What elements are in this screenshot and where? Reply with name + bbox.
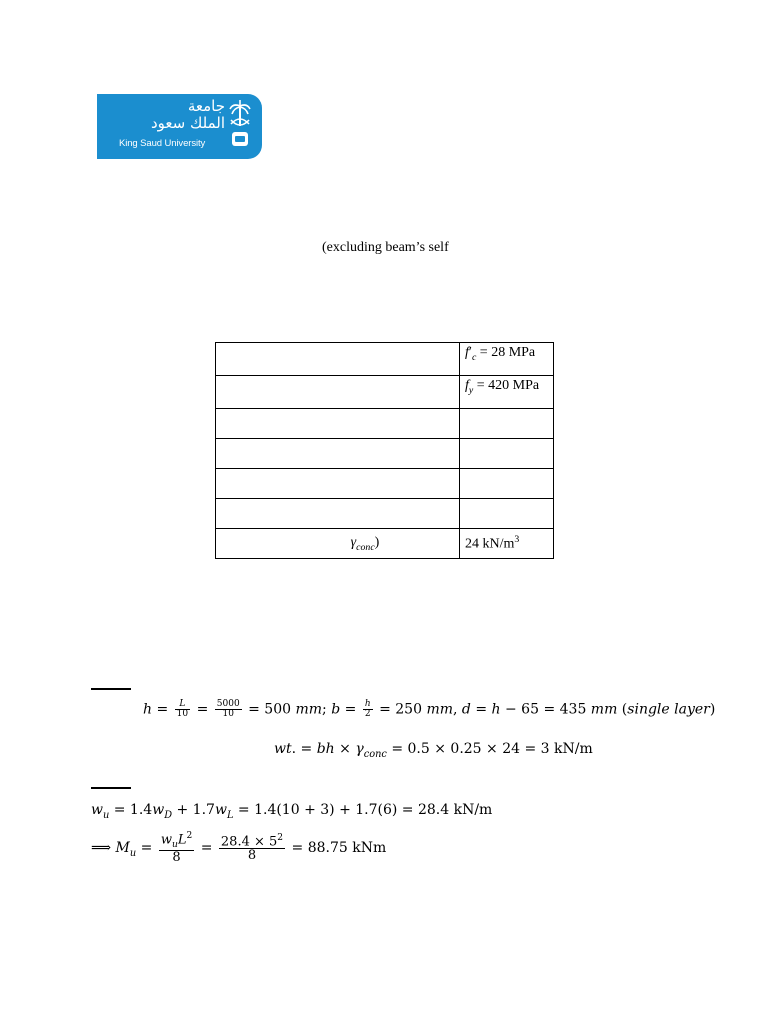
table-row [216, 376, 554, 409]
fraction: $\frac{28.4 \times 5^2}{8}$ [220, 832, 284, 864]
table-cell-label [216, 469, 460, 499]
section-divider [91, 688, 131, 690]
fraction: $\frac{h}{2}$ [364, 699, 371, 719]
table-cell-label [216, 409, 460, 439]
table-cell-value: $f_y = 420$ MPa [459, 376, 553, 409]
table-row [216, 439, 554, 469]
table-cell-value: $f'_c = 28$ MPa [459, 343, 553, 376]
logo-arabic-line2: الملك سعود [150, 114, 225, 132]
table-cell-label [216, 499, 460, 529]
table-row [216, 343, 554, 376]
equation-dimensions: h = $\frac{L}{10}$ = $\frac{5000}{10}$ = 500 mm; b = $\frac{h}{2}$ = 250 mm, d = h − 65 = 435 mm (single layer) [143, 699, 716, 719]
table-row [216, 409, 554, 439]
equation-factored-load: $w_u = 1.4w_D + 1.7w_L = 1.4(10 + 3) + 1.7(6) = 28.4$ kN/m [91, 802, 493, 821]
logo-arabic-line1: جامعة [187, 97, 225, 115]
table-cell-value: 24 $kN/m^3$ [459, 529, 553, 559]
logo-english-text: King Saud University [119, 138, 206, 149]
properties-table [215, 342, 554, 559]
table-cell-value [459, 439, 553, 469]
fraction: $\frac{w_uL^2}{8}$ [160, 831, 193, 866]
table-cell-value [459, 409, 553, 439]
table-cell-label [216, 376, 460, 409]
table-row [216, 499, 554, 529]
fraction: $\frac{L}{10}$ [176, 699, 189, 719]
palm-swords-emblem-icon [228, 100, 252, 150]
table-cell-value [459, 499, 553, 529]
table-row [216, 469, 554, 499]
fraction: $\frac{5000}{10}$ [216, 699, 240, 719]
table-row [216, 529, 554, 559]
equation-moment: ⟹ $M_u$ = $\frac{w_uL^2}{8}$ = $\frac{28.4 \times 5^2}{8}$ = 88.75 kNm [91, 831, 387, 866]
note-text: (excluding beam’s self [322, 240, 449, 255]
table-cell-label: $\gamma_{conc}$) [216, 529, 460, 559]
table-cell-value [459, 469, 553, 499]
logo-arabic-text [105, 98, 225, 136]
table-cell-label [216, 343, 460, 376]
table-cell-label [216, 439, 460, 469]
section-divider [91, 787, 131, 789]
equation-self-weight: wt. = bh × $\gamma_{conc} = 0.5 \times 0.25 \times 24 = 3$ kN/m [274, 741, 593, 760]
university-logo [97, 94, 262, 159]
